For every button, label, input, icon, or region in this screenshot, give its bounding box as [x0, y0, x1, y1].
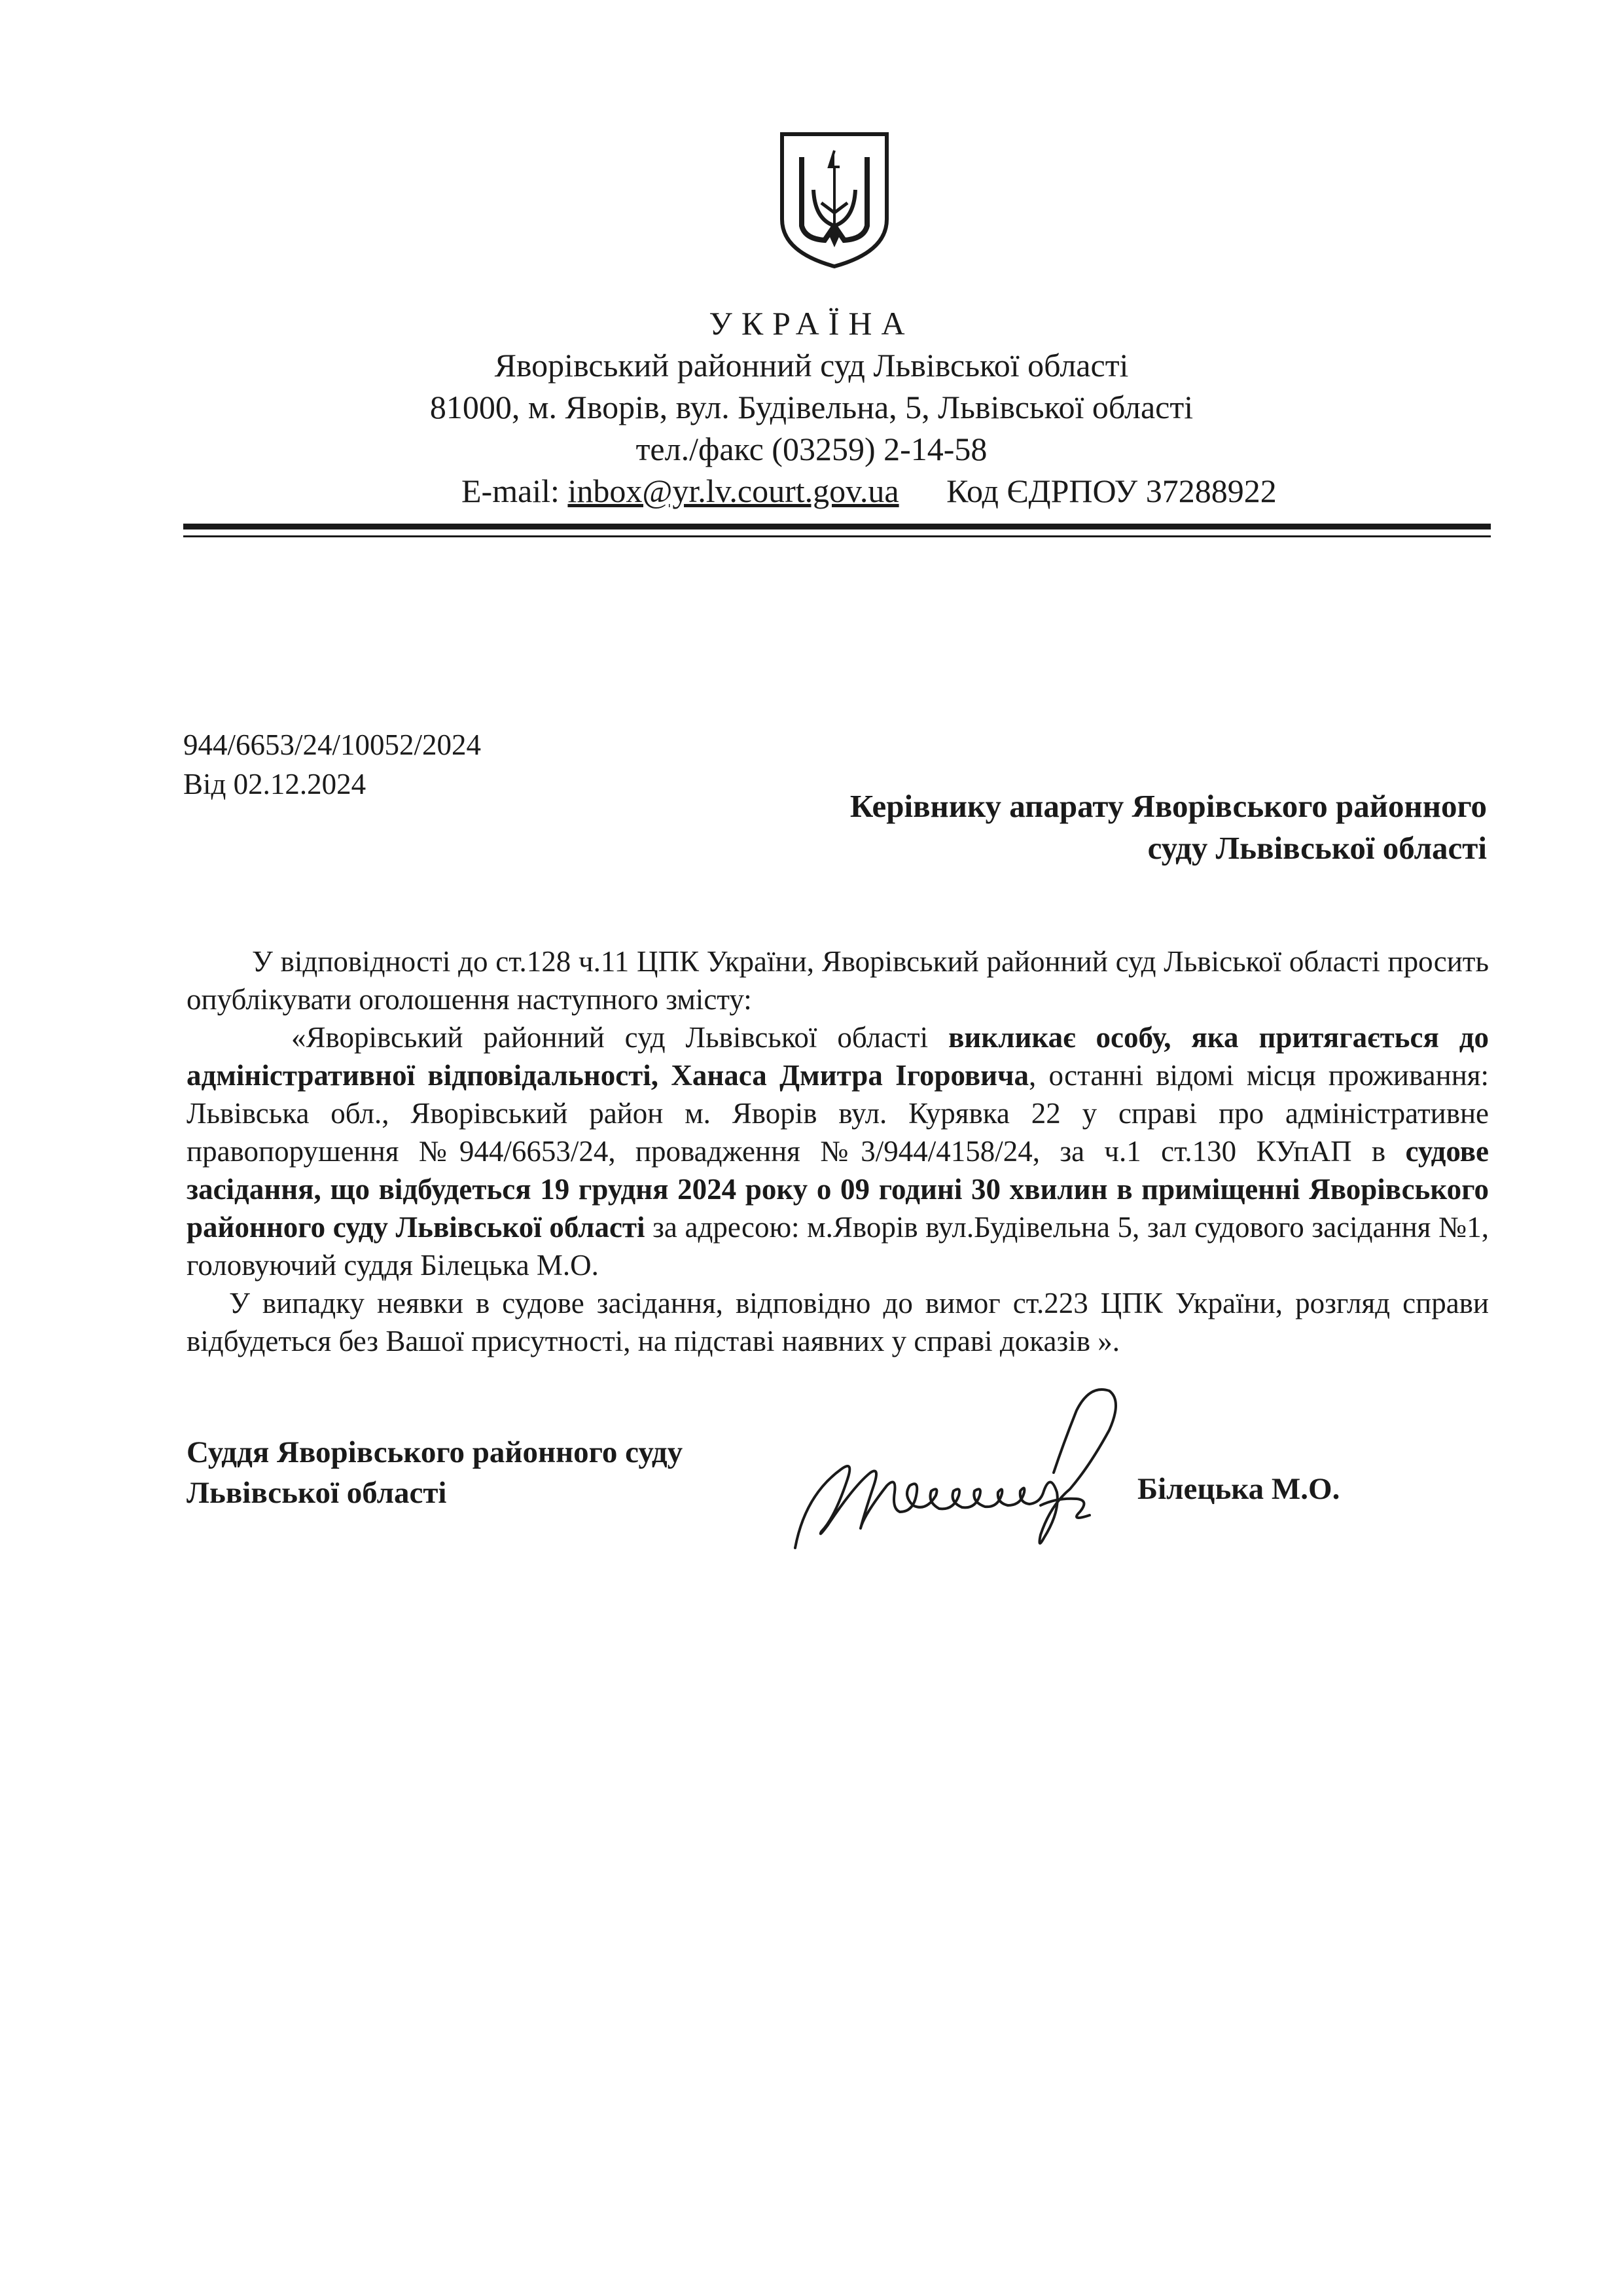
- court-address: 81000, м. Яворів, вул. Будівельна, 5, Львівської області: [429, 389, 1194, 425]
- body-paragraph-intro: У відповідності до ст.128 ч.11 ЦПК України, Яворівський районний суд Львіської області просить опублікувати оголошення наступного змісту:: [187, 945, 1489, 1016]
- announcement-part-3: за адресою: м.Яворів вул.Будівельна 5, зал судового засідання №1, головуючий суддя Білецька М.О.: [187, 1211, 1489, 1282]
- body-paragraph-announcement: [187, 1018, 1489, 1284]
- court-phone: тел./факс (03259) 2-14-58: [635, 431, 988, 467]
- signatory-name: Білецька М.О.: [1137, 1472, 1340, 1506]
- email-label: E-mail:: [461, 473, 560, 509]
- announcement-summons: викликає особу, яка притягається до адміністративної відповідальності, Ханаса Дмитра Ігоровича: [187, 1021, 1489, 1092]
- announcement-hearing-date: судове засідання, що відбудеться 19 грудня 2024 року о 09 годині 30 хвилин в приміщенні Яворівського районного суду Львівської області: [187, 1135, 1489, 1244]
- body-paragraph-absence: У випадку неявки в судове засідання, відповідно до вимог ст.223 ЦПК України, розгляд справи відбудеться без Вашої присутності, на підставі наявних у справі доказів ».: [187, 1287, 1489, 1357]
- addressee-block: [850, 785, 1487, 869]
- country-title: УКРАЇНА: [709, 305, 914, 342]
- signatory-title-line-2: Львівської області: [187, 1476, 447, 1510]
- header-divider-thick: [183, 524, 1491, 529]
- email-link[interactable]: inbox@yr.lv.court.gov.ua: [567, 473, 899, 509]
- signatory-title-line-1: Суддя Яворівського районного суду: [187, 1435, 683, 1469]
- addressee-line-1: Керівнику апарату Яворівського районного: [849, 788, 1487, 824]
- reference-date: Від 02.12.2024: [183, 768, 366, 800]
- court-name: Яворівський районний суд Львівської області: [494, 347, 1129, 384]
- announcement-part-2: , останні відомі місця проживання: Львівська обл., Яворівський район м. Яворів вул. Курявка 22 у справі про адміністративне правопорушення №944/6653/24, провадження №3/944/4158/24, за ч.1 ст.130 КУпАП в: [187, 1059, 1489, 1168]
- reference-block: [183, 725, 481, 804]
- handwritten-signature: [782, 1381, 1135, 1564]
- announcement-part-1: «Яворівський районний суд Львівської області: [291, 1021, 949, 1054]
- addressee-line-2: суду Львівської області: [1147, 830, 1487, 866]
- letter-body: [187, 942, 1489, 1360]
- contact-row: [461, 470, 1277, 512]
- signatory-title: [187, 1432, 683, 1513]
- header-divider-thin: [183, 535, 1491, 537]
- reference-number: 944/6653/24/10052/2024: [183, 728, 482, 761]
- edrpou-code: Код ЄДРПОУ 37288922: [946, 473, 1277, 509]
- coat-of-arms-trident-icon: [776, 128, 893, 272]
